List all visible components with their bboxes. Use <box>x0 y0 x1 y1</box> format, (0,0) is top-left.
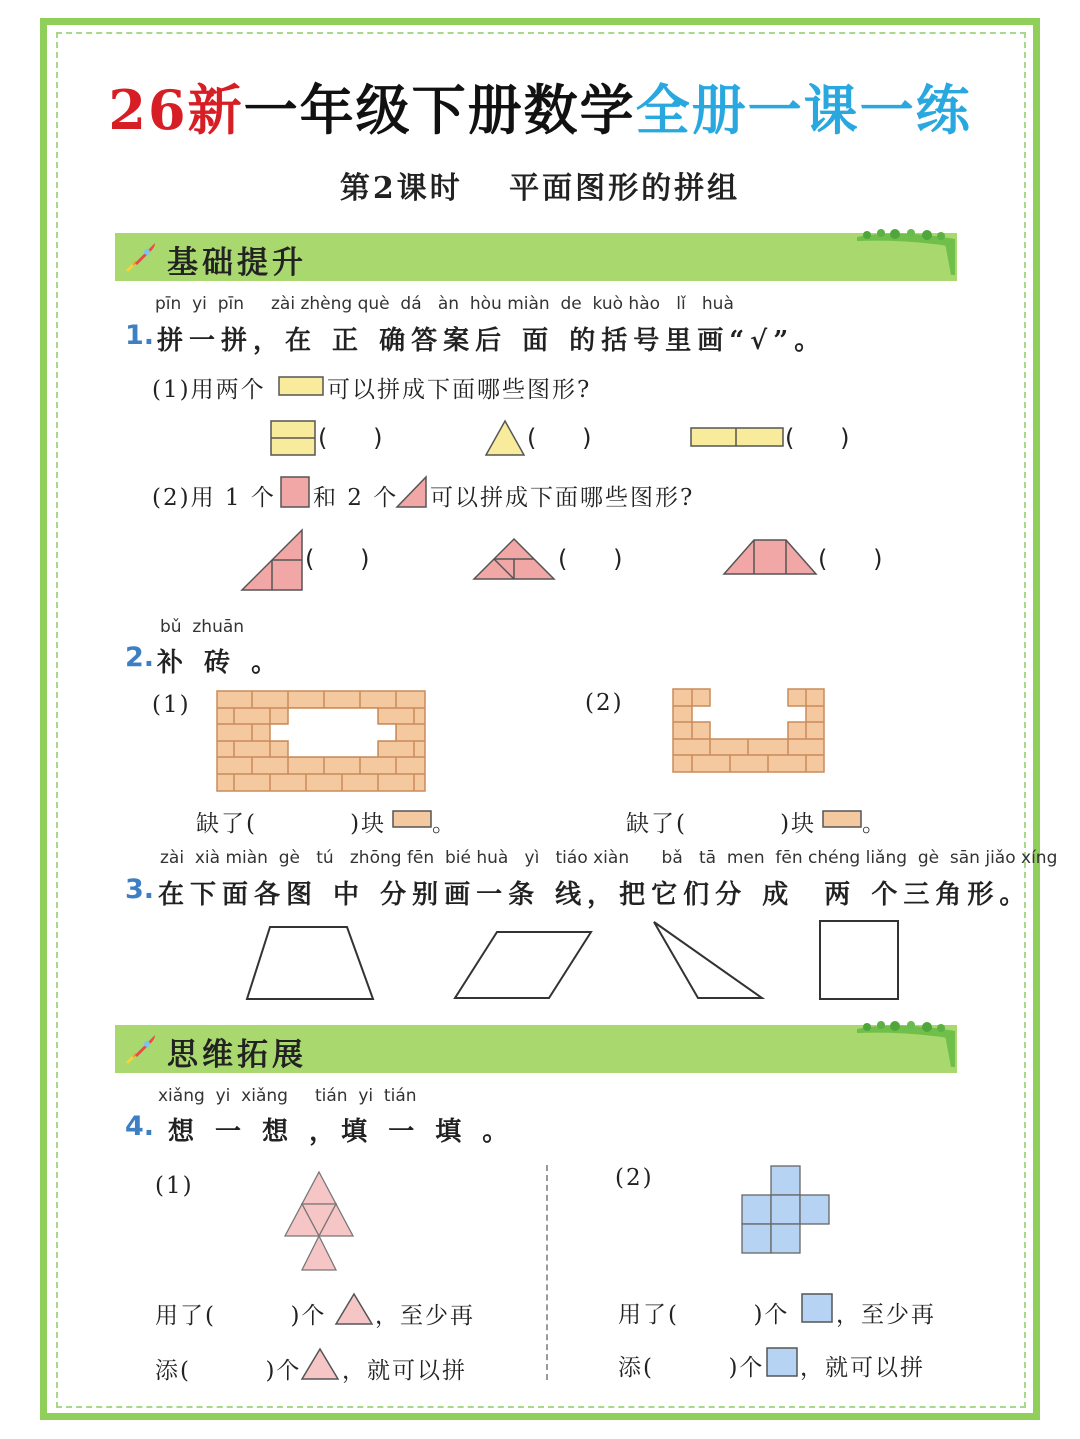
title-part-series: 全册一课一练 <box>635 78 972 142</box>
q2-instruction: 补 砖 。 <box>157 648 284 678</box>
q1-sub1-prefix: (1)用两个 <box>152 377 266 403</box>
section-label-basic: 基础提升 <box>167 245 307 281</box>
shape-trapezoid[interactable] <box>245 925 375 1001</box>
shape-square[interactable] <box>818 919 900 1001</box>
answer-paren-1c[interactable]: ( ) <box>785 424 850 452</box>
pink-triangle-small-icon <box>334 1292 374 1326</box>
q1-number: 1. <box>125 320 155 351</box>
rocket-icon <box>123 1031 159 1067</box>
q2-label-2: (2) <box>585 690 624 716</box>
option-long-rectangle <box>690 427 784 447</box>
square-pattern <box>740 1164 832 1258</box>
q4-add-2: 添( )个 <box>618 1355 765 1381</box>
answer-paren-2c[interactable]: ( ) <box>818 545 883 573</box>
q3-number: 3. <box>125 874 155 905</box>
leaves-decoration-icon <box>837 1019 957 1073</box>
q4-used-1: 用了( )个 <box>155 1303 327 1329</box>
q4-used-2: 用了( )个 <box>618 1302 790 1328</box>
q2-label-1: (1) <box>152 692 191 718</box>
answer-paren-2b[interactable]: ( ) <box>558 545 623 573</box>
option-trapezoid <box>722 538 818 576</box>
answer-paren-1a[interactable]: ( ) <box>318 424 383 452</box>
triangle-pattern <box>280 1170 358 1272</box>
q4-atleast-2: ，至少再 <box>836 1302 936 1328</box>
option-big-right-triangle <box>240 528 304 592</box>
shape-parallelogram[interactable] <box>453 930 593 1000</box>
answer-paren-1b[interactable]: ( ) <box>527 424 592 452</box>
section-bar-basic <box>115 233 957 281</box>
q1-pinyin: pīn yi pīn zài zhèng què dá àn hòu miàn de kuò hào lǐ huà <box>155 294 734 314</box>
blue-square-small-icon <box>765 1346 799 1378</box>
q4-label-2: (2) <box>615 1165 654 1191</box>
q1-sub2-mid: 和 2 个 <box>313 485 399 511</box>
option-square-two-rects <box>270 420 316 456</box>
q4-add-1: 添( )个 <box>155 1358 302 1384</box>
q4-pinyin: xiǎng yi xiǎng tián yi tián <box>158 1086 417 1106</box>
q2-period-1: 。 <box>432 811 457 837</box>
answer-paren-2a[interactable]: ( ) <box>305 545 370 573</box>
rocket-icon <box>123 239 159 275</box>
q2-pinyin: bǔ zhuān <box>160 617 245 637</box>
q4-atleast-1: ，至少再 <box>375 1303 475 1329</box>
pink-triangle-small-icon <box>300 1347 340 1381</box>
q4-number: 4. <box>125 1111 155 1142</box>
option-wide-triangle <box>472 537 556 581</box>
q3-pinyin: zài xià miàn gè tú zhōng fēn bié huà yì tiáo xiàn bǎ tā men fēn chéng liǎng gè sān jiǎo xíng <box>160 848 1058 868</box>
title-part-grade-tag: 26新 <box>108 78 244 142</box>
brick-wall-2 <box>672 688 826 774</box>
q2-number: 2. <box>125 642 155 673</box>
brick-wall-1 <box>216 690 426 792</box>
option-triangle-yellow <box>485 420 525 456</box>
shape-triangle[interactable] <box>652 920 764 1000</box>
q4-canpin-2: ，就可以拼 <box>800 1355 925 1381</box>
pink-triangle-icon <box>396 476 428 508</box>
q2-missing-1: 缺了( )块 <box>196 811 387 837</box>
q1-instruction: 拼一拼，在 正 确答案后 面 的括号里画“√”。 <box>157 326 827 356</box>
leaves-decoration-icon <box>837 227 957 281</box>
q1-sub1-suffix: 可以拼成下面哪些图形? <box>327 377 592 403</box>
q1-sub2-suffix: 可以拼成下面哪些图形? <box>430 485 695 511</box>
column-divider <box>546 1165 548 1380</box>
q4-canpin-1: ，就可以拼 <box>342 1358 467 1384</box>
q3-instruction: 在下面各图 中 分别画一条 线，把它们分 成 两 个三角形。 <box>158 880 1032 910</box>
pink-square-icon <box>280 476 310 508</box>
q1-sub2-prefix: (2)用 1 个 <box>152 485 276 511</box>
brick-icon <box>822 810 862 828</box>
q4-instruction: 想 一 想 ，填 一 填 。 <box>168 1117 515 1147</box>
title-part-main: 一年级下册数学 <box>243 78 636 142</box>
section-bar-thinking <box>115 1025 957 1073</box>
page-title <box>0 68 1080 145</box>
brick-icon <box>392 810 432 828</box>
blue-square-small-icon <box>800 1292 834 1324</box>
section-label-thinking: 思维拓展 <box>167 1037 307 1073</box>
q2-missing-2: 缺了( )块 <box>626 811 817 837</box>
q4-label-1: (1) <box>155 1173 194 1199</box>
q2-period-2: 。 <box>862 811 887 837</box>
lesson-subtitle: 第2课时 平面图形的拼组 <box>339 171 741 206</box>
yellow-rectangle-icon <box>278 376 324 396</box>
